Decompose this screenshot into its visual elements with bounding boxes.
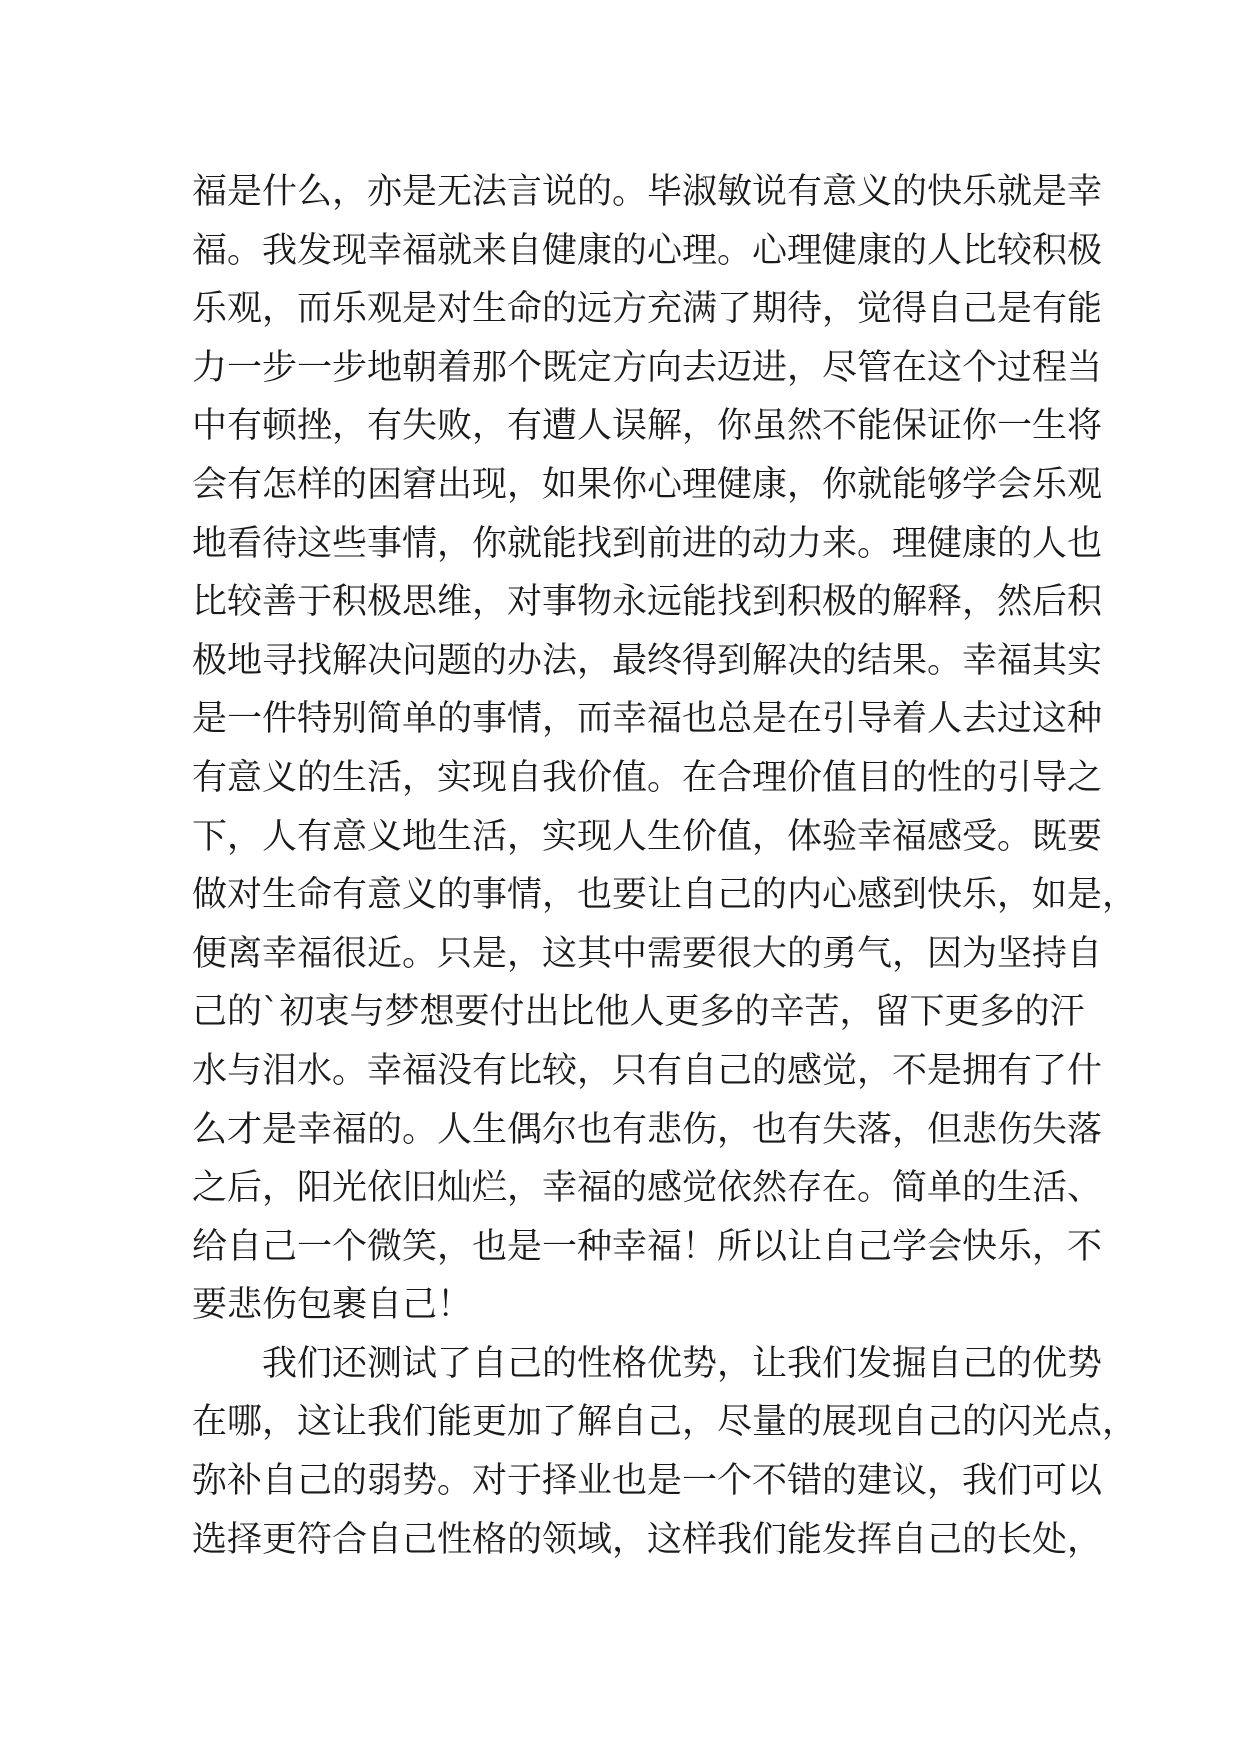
text-line: 给自己一个微笑，也是一种幸福！所以让自己学会快乐，不 — [192, 1226, 1103, 1267]
text-line: 乐观，而乐观是对生命的远方充满了期待，觉得自己是有能 — [192, 289, 1103, 330]
text-line: 力一步一步地朝着那个既定方向去迈进，尽管在这个过程当 — [192, 347, 1103, 388]
text-line: 在哪，这让我们能更加了解自己，尽量的展现自己的闪光点， — [192, 1402, 1138, 1443]
text-line: 么才是幸福的。人生偶尔也有悲伤，也有失落，但悲伤失落 — [192, 1109, 1103, 1150]
text-line: 比较善于积极思维，对事物永远能找到积极的解释，然后积 — [192, 582, 1103, 623]
text-line: 下，人有意义地生活，实现人生价值，体验幸福感受。既要 — [192, 816, 1103, 857]
text-line: 会有怎样的困窘出现，如果你心理健康，你就能够学会乐观 — [192, 464, 1103, 505]
document-body — [192, 163, 1138, 1569]
text-line: 水与泪水。幸福没有比较，只有自己的感觉，不是拥有了什 — [192, 1050, 1103, 1091]
text-line: 福是什么，亦是无法言说的。毕淑敏说有意义的快乐就是幸 — [192, 172, 1103, 212]
paragraph-2 — [192, 1335, 1138, 1569]
text-line: 是一件特别简单的事情，而幸福也总是在引导着人去过这种 — [192, 699, 1103, 740]
text-line: 中有顿挫，有失败，有遭人误解，你虽然不能保证你一生将 — [192, 406, 1103, 447]
paragraph-1 — [192, 163, 1138, 1335]
text-line: 弥补自己的弱势。对于择业也是一个不错的建议，我们可以 — [192, 1461, 1103, 1502]
text-line: 极地寻找解决问题的办法，最终得到解决的结果。幸福其实 — [192, 640, 1103, 681]
text-line: 之后，阳光依旧灿烂，幸福的感觉依然存在。简单的生活、 — [192, 1168, 1103, 1209]
text-line: 我们还测试了自己的性格优势，让我们发掘自己的优势 — [262, 1343, 1103, 1384]
text-line: 便离幸福很近。只是，这其中需要很大的勇气，因为坚持自 — [192, 933, 1103, 974]
text-line: 要悲伤包裹自己！ — [192, 1285, 473, 1326]
text-line: 做对生命有意义的事情，也要让自己的内心感到快乐，如是， — [192, 875, 1138, 916]
text-line: 福。我发现幸福就来自健康的心理。心理健康的人比较积极 — [192, 230, 1103, 271]
text-line: 选择更符合自己性格的领域，这样我们能发挥自己的长处， — [192, 1519, 1103, 1560]
text-line: 己的`初衷与梦想要付出比他人更多的辛苦，留下更多的汗 — [192, 992, 1085, 1033]
text-line: 地看待这些事情，你就能找到前进的动力来。理健康的人也 — [192, 523, 1103, 564]
text-line: 有意义的生活，实现自我价值。在合理价值目的性的引导之 — [192, 757, 1103, 798]
